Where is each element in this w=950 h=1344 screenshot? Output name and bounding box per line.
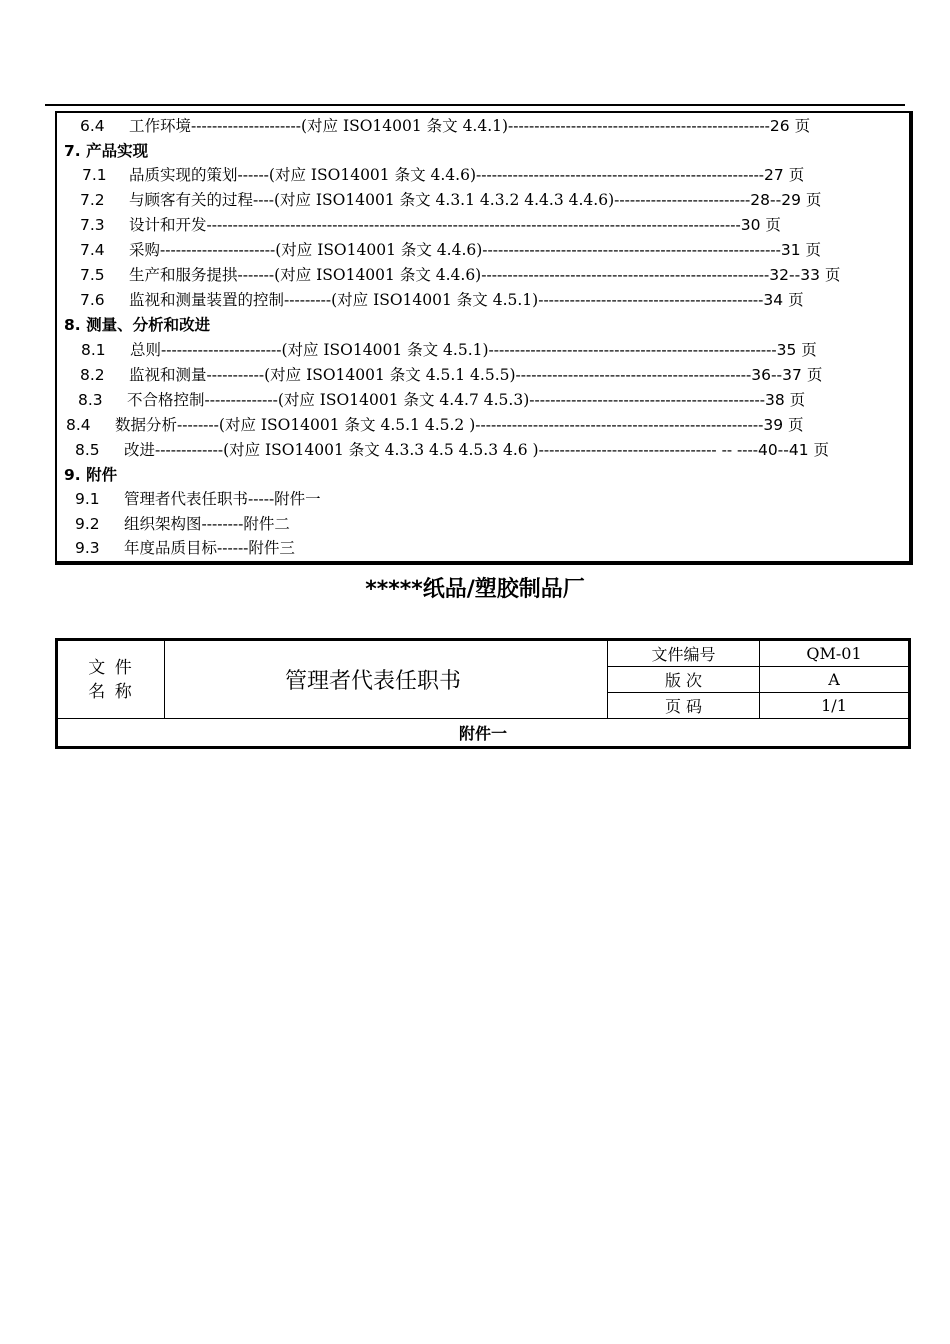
doc-name-label-line2: 名 称 (88, 681, 134, 702)
doc-name-label (57, 640, 165, 719)
toc-page-unit: 页 (805, 241, 822, 259)
toc-entry-7-5[interactable] (80, 265, 840, 285)
toc-text: 工作环境---------------------(对应 ISO14001 条文 4.4.1)-------------------------------------------------- (129, 117, 770, 135)
toc-number: 6.4 (80, 117, 105, 135)
factory-title: *****纸品/塑胶制品厂 (365, 577, 585, 602)
toc-entry-7-6[interactable] (80, 290, 804, 310)
toc-page-unit: 页 (788, 166, 805, 184)
toc-entry-8-1[interactable] (81, 340, 817, 360)
toc-number: 7.5 (80, 266, 105, 284)
toc-entry-7-4[interactable] (80, 240, 821, 260)
toc-entry-8-5[interactable] (75, 440, 829, 460)
document-header-table (55, 638, 911, 749)
toc-entry-9-2[interactable] (75, 514, 290, 534)
toc-entry-8-4[interactable] (66, 415, 804, 435)
toc-text: 管理者代表任职书-----附件一 (124, 490, 321, 508)
toc-page: 30 (740, 216, 761, 234)
toc-text: 数据分析--------(对应 ISO14001 条文 4.5.1 4.5.2 )------------------------------------------------------- (115, 416, 764, 434)
toc-entry-6-4[interactable] (80, 116, 810, 136)
toc-page: 32--33 (769, 266, 820, 284)
toc-entry-8-2[interactable] (80, 365, 822, 385)
toc-page: 31 (780, 241, 801, 259)
toc-page: 27 (764, 166, 784, 184)
toc-entry-7-2[interactable] (80, 190, 821, 210)
toc-entry-7-3[interactable] (80, 215, 781, 235)
toc-page-unit: 页 (794, 117, 811, 135)
toc-section-7: 7. 产品实现 (64, 142, 149, 160)
toc-page: 26 (769, 117, 790, 135)
toc-entry-9-1[interactable] (75, 489, 321, 509)
toc-number: 8.4 (66, 416, 91, 434)
toc-page-unit: 页 (788, 291, 804, 309)
toc-page-unit: 页 (788, 416, 804, 434)
toc-page: 34 (763, 291, 784, 309)
toc-page-unit: 页 (765, 216, 781, 234)
toc-page: 28--29 (750, 191, 801, 209)
toc-entry-7-1[interactable] (82, 165, 804, 185)
toc-number: 7.2 (80, 191, 105, 209)
toc-text: 采购----------------------(对应 ISO14001 条文 4.4.6)--------------------------------------------------------- (129, 241, 781, 259)
toc-number: 7.3 (80, 216, 105, 234)
toc-text: 品质实现的策划------(对应 ISO14001 条文 4.4.6)------------------------------------------------------- (129, 166, 765, 184)
toc-text: 监视和测量装置的控制---------(对应 ISO14001 条文 4.5.1)------------------------------------------- (129, 291, 764, 309)
toc-number: 9.2 (75, 515, 100, 533)
toc-section-9: 9. 附件 (64, 466, 118, 484)
toc-page: 39 (763, 416, 784, 434)
doc-version-value: A (760, 667, 910, 693)
toc-number: 7.6 (80, 291, 105, 309)
doc-name-value: 管理者代表任职书 (165, 640, 608, 719)
toc-text: 总则-----------------------(对应 ISO14001 条文 4.5.1)------------------------------------------------------- (130, 341, 777, 359)
annex-label: 附件一 (57, 719, 910, 748)
toc-number: 9.1 (75, 490, 100, 508)
toc-page-unit: 页 (805, 191, 822, 209)
doc-number-value: QM-01 (760, 640, 910, 667)
toc-text: 生产和服务提拱-------(对应 ISO14001 条文 4.4.6)------------------------------------------------------- (129, 266, 770, 284)
toc-text: 设计和开发------------------------------------------------------------------------------------------------------ (129, 216, 741, 234)
toc-page-unit: 页 (824, 266, 841, 284)
toc-number: 8.3 (78, 391, 103, 409)
toc-page-unit: 页 (813, 441, 830, 459)
toc-text: 改进-------------(对应 ISO14001 条文 4.3.3 4.5 4.5.3 4.6 )---------------------------------- -- ---- (124, 441, 758, 459)
toc-page: 40--41 (757, 441, 809, 459)
doc-name-label-line1: 文 件 (88, 657, 134, 678)
doc-version-label: 版 次 (608, 667, 760, 693)
toc-text: 与顾客有关的过程----(对应 ISO14001 条文 4.3.1 4.3.2 4.4.3 4.4.6)-------------------------- (129, 191, 751, 209)
toc-page-unit: 页 (801, 341, 817, 359)
toc-page-unit: 页 (789, 391, 806, 409)
toc-number: 9.3 (75, 539, 100, 557)
toc-number: 8.1 (81, 341, 106, 359)
toc-text: 年度品质目标------附件三 (124, 539, 295, 557)
toc-page: 38 (764, 391, 785, 409)
toc-section-8: 8. 测量、分析和改进 (64, 316, 211, 334)
toc-text: 监视和测量-----------(对应 ISO14001 条文 4.5.1 4.5.5)--------------------------------------------- (129, 366, 752, 384)
toc-text: 组织架构图--------附件二 (124, 515, 290, 533)
top-rule (45, 104, 905, 106)
toc-number: 8.5 (75, 441, 100, 459)
toc-page: 36--37 (751, 366, 802, 384)
toc-number: 7.1 (82, 166, 107, 184)
toc-entry-9-3[interactable] (75, 538, 295, 558)
doc-page-value: 1/1 (760, 693, 910, 719)
doc-page-label: 页 码 (608, 693, 760, 719)
toc-entry-8-3[interactable] (78, 390, 805, 410)
toc-text: 不合格控制--------------(对应 ISO14001 条文 4.4.7 4.5.3)--------------------------------------------- (127, 391, 765, 409)
doc-number-label: 文件编号 (608, 640, 760, 667)
toc-number: 8.2 (80, 366, 105, 384)
toc-number: 7.4 (80, 241, 105, 259)
toc-page-unit: 页 (806, 366, 823, 384)
toc-page: 35 (776, 341, 797, 359)
